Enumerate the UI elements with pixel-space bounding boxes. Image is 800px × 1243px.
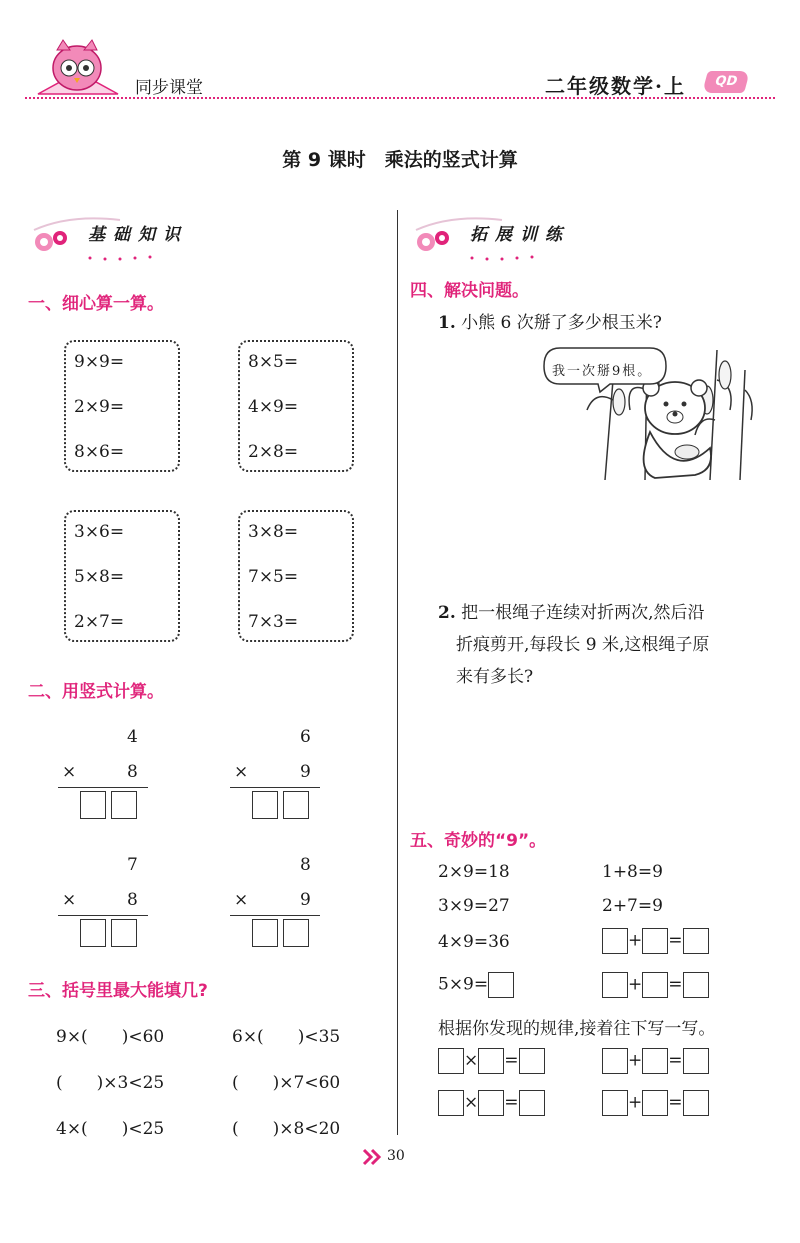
fill-box[interactable] — [602, 1048, 628, 1074]
fill-box[interactable] — [478, 1090, 504, 1116]
fill-box[interactable] — [683, 1048, 709, 1074]
fill-equation — [602, 1048, 709, 1074]
header-divider — [25, 97, 775, 99]
vcalc-sign: × — [234, 890, 249, 910]
vcalc-sign: × — [62, 890, 77, 910]
calc-item: 8×5= — [248, 352, 299, 372]
fill-equation — [602, 928, 709, 954]
section3-heading: 三、括号里最大能填几? — [28, 981, 208, 1001]
times-sign: × — [464, 1092, 479, 1113]
fill-box[interactable] — [683, 928, 709, 954]
section5-heading: 五、奇妙的“9”。 — [410, 831, 547, 851]
calc-item: 5×8= — [74, 567, 125, 587]
fill-equation — [602, 1090, 709, 1116]
column-divider — [397, 210, 398, 1135]
calc-box-4 — [238, 510, 354, 642]
answer-box[interactable] — [283, 791, 309, 819]
calc-item: 3×6= — [74, 522, 125, 542]
calc-box-2 — [238, 340, 354, 472]
answer-boxes — [80, 919, 137, 947]
fill-box[interactable] — [438, 1090, 464, 1116]
calc-item: 3×8= — [248, 522, 299, 542]
fill-box[interactable] — [683, 1090, 709, 1116]
vcalc-sign: × — [234, 762, 249, 782]
left-banner-title: 基础知识 — [88, 225, 188, 245]
speech-bubble-text: 我一次掰9根。 — [552, 364, 653, 379]
pattern-left: 5×9= — [438, 974, 489, 995]
inequality-item[interactable]: 6×( )<35 — [232, 1027, 341, 1047]
equals-sign: = — [504, 1050, 519, 1071]
inequality-item[interactable]: ( )×7<60 — [232, 1073, 341, 1093]
edition-badge: QD — [702, 71, 750, 93]
vcalc-bottom: 9 — [300, 890, 311, 910]
equals-sign: = — [668, 930, 683, 951]
answer-box[interactable] — [80, 791, 106, 819]
q2-line: 折痕剪开,每段长 9 米,这根绳子原 — [456, 635, 710, 655]
answer-boxes — [80, 791, 137, 819]
right-banner-title: 拓展训练 — [470, 225, 570, 245]
double-chevron-icon — [362, 1148, 384, 1166]
fill-box[interactable] — [642, 1090, 668, 1116]
fill-box[interactable] — [683, 972, 709, 998]
vcalc-top: 6 — [300, 727, 311, 747]
lesson-title: 第 9 课时 乘法的竖式计算 — [282, 149, 518, 171]
q2-line: 来有多长? — [456, 667, 534, 687]
calc-item: 4×9= — [248, 397, 299, 417]
answer-box[interactable] — [80, 919, 106, 947]
section4-heading: 四、解决问题。 — [410, 281, 529, 301]
times-sign: × — [464, 1050, 479, 1071]
section2-heading: 二、用竖式计算。 — [28, 682, 164, 702]
section5-instruction: 根据你发现的规律,接着往下写一写。 — [438, 1019, 716, 1039]
q2-line: 把一根绳子连续对折两次,然后沿 — [461, 603, 705, 623]
answer-box[interactable] — [283, 919, 309, 947]
q1 — [438, 308, 662, 333]
inequality-item[interactable]: 9×( )<60 — [56, 1027, 165, 1047]
answer-box[interactable] — [111, 791, 137, 819]
vcalc-bottom: 9 — [300, 762, 311, 782]
pattern-right: 2+7=9 — [602, 896, 663, 916]
plus-sign: + — [628, 1050, 643, 1071]
answer-box[interactable] — [111, 919, 137, 947]
q1-text: 小熊 6 次掰了多少根玉米? — [461, 313, 662, 333]
answer-boxes — [252, 919, 309, 947]
plus-sign: + — [628, 1092, 643, 1113]
equals-sign: = — [668, 1050, 683, 1071]
calc-box-3 — [64, 510, 180, 642]
vcalc-top: 4 — [127, 727, 138, 747]
pattern-left: 2×9=18 — [438, 862, 510, 882]
fill-box[interactable] — [602, 972, 628, 998]
vcalc-sign: × — [62, 762, 77, 782]
calc-item: 9×9= — [74, 352, 125, 372]
inequality-item[interactable]: 4×( )<25 — [56, 1119, 165, 1139]
vcalc-bottom: 8 — [127, 890, 138, 910]
fill-box[interactable] — [602, 1090, 628, 1116]
calc-item: 7×5= — [248, 567, 299, 587]
calc-item: 2×7= — [74, 612, 125, 632]
fill-box[interactable] — [642, 972, 668, 998]
fill-box[interactable] — [438, 1048, 464, 1074]
plus-sign: + — [628, 930, 643, 951]
owl-logo-icon — [30, 38, 125, 100]
calc-item: 2×9= — [74, 397, 125, 417]
equals-sign: = — [504, 1092, 519, 1113]
vcalc-top: 7 — [127, 855, 138, 875]
fill-box[interactable] — [519, 1090, 545, 1116]
fill-box[interactable] — [602, 928, 628, 954]
fill-equation — [438, 1048, 545, 1074]
header-left-title: 同步课堂 — [135, 78, 203, 98]
fill-box[interactable] — [519, 1048, 545, 1074]
vcalc-top: 8 — [300, 855, 311, 875]
pattern-right: 1+8=9 — [602, 862, 663, 882]
vcalc-rule — [58, 787, 148, 788]
fill-equation — [438, 1090, 545, 1116]
calc-item: 7×3= — [248, 612, 299, 632]
page-number: 30 — [387, 1148, 405, 1164]
calc-item: 8×6= — [74, 442, 125, 462]
plus-sign: + — [628, 974, 643, 995]
answer-box[interactable] — [252, 919, 278, 947]
answer-box[interactable] — [252, 791, 278, 819]
pattern-left: 4×9=36 — [438, 932, 510, 952]
equals-sign: = — [668, 974, 683, 995]
fill-box[interactable] — [642, 928, 668, 954]
vcalc-bottom: 8 — [127, 762, 138, 782]
calc-item: 2×8= — [248, 442, 299, 462]
vcalc-rule — [230, 915, 320, 916]
inequality-item[interactable]: ( )×8<20 — [232, 1119, 341, 1139]
vcalc-rule — [58, 915, 148, 916]
pattern-left: 3×9=27 — [438, 896, 510, 916]
equals-sign: = — [668, 1092, 683, 1113]
answer-boxes — [252, 791, 309, 819]
q2-number: 2. — [438, 603, 456, 623]
q2 — [438, 597, 778, 693]
inequality-item[interactable]: ( )×3<25 — [56, 1073, 165, 1093]
fill-box[interactable] — [642, 1048, 668, 1074]
fill-equation — [438, 972, 514, 998]
calc-box-1 — [64, 340, 180, 472]
vcalc-rule — [230, 787, 320, 788]
fill-box[interactable] — [478, 1048, 504, 1074]
fill-box[interactable] — [488, 972, 514, 998]
header-right-title: 二年级数学·上 — [545, 74, 686, 98]
section1-heading: 一、细心算一算。 — [28, 294, 164, 314]
fill-equation — [602, 972, 709, 998]
q1-number: 1. — [438, 313, 456, 333]
